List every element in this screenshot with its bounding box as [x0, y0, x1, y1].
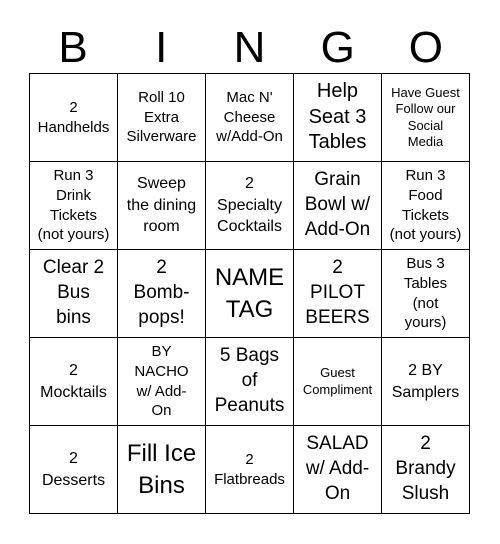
bingo-cell-r2c5[interactable]: Run 3 Food Tickets (not yours): [382, 162, 470, 250]
header-letter-n: N: [233, 23, 266, 72]
bingo-cell-r3c1[interactable]: Clear 2 Bus bins: [30, 250, 118, 338]
bingo-cell-r1c1[interactable]: 2 Handhelds: [30, 74, 118, 162]
bingo-board: [29, 73, 470, 514]
bingo-cell-r4c3[interactable]: 5 Bags of Peanuts: [206, 338, 294, 426]
bingo-cell-r3c4[interactable]: 2 PILOT BEERS: [294, 250, 382, 338]
bingo-cell-r2c2[interactable]: Sweep the dining room: [118, 162, 206, 250]
bingo-cell-r4c2[interactable]: BY NACHO w/ Add- On: [118, 338, 206, 426]
header-letter-b: B: [58, 23, 88, 72]
bingo-cell-free-space[interactable]: NAME TAG: [206, 250, 294, 338]
bingo-cell-r1c2[interactable]: Roll 10 Extra Silverware: [118, 74, 206, 162]
bingo-cell-r5c4[interactable]: SALAD w/ Add- On: [294, 426, 382, 514]
bingo-cell-r1c3[interactable]: Mac N' Cheese w/Add-On: [206, 74, 294, 162]
header-letter-g: G: [320, 23, 355, 72]
header-letter-i: I: [155, 23, 168, 72]
header-letter-o: O: [408, 23, 443, 72]
bingo-cell-r3c2[interactable]: 2 Bomb- pops!: [118, 250, 206, 338]
bingo-cell-r2c4[interactable]: Grain Bowl w/ Add-On: [294, 162, 382, 250]
bingo-cell-r4c5[interactable]: 2 BY Samplers: [382, 338, 470, 426]
bingo-cell-r2c1[interactable]: Run 3 Drink Tickets (not yours): [30, 162, 118, 250]
bingo-cell-r3c5[interactable]: Bus 3 Tables (not yours): [382, 250, 470, 338]
bingo-cell-r1c4[interactable]: Help Seat 3 Tables: [294, 74, 382, 162]
bingo-cell-r2c3[interactable]: 2 Specialty Cocktails: [206, 162, 294, 250]
bingo-cell-r1c5[interactable]: Have Guest Follow our Social Media: [382, 74, 470, 162]
bingo-cell-r4c4[interactable]: Guest Compliment: [294, 338, 382, 426]
bingo-cell-r4c1[interactable]: 2 Mocktails: [30, 338, 118, 426]
bingo-cell-r5c1[interactable]: 2 Desserts: [30, 426, 118, 514]
bingo-header: [29, 22, 470, 74]
bingo-cell-r5c3[interactable]: 2 Flatbreads: [206, 426, 294, 514]
bingo-cell-r5c5[interactable]: 2 Brandy Slush: [382, 426, 470, 514]
bingo-cell-r5c2[interactable]: Fill Ice Bins: [118, 426, 206, 514]
